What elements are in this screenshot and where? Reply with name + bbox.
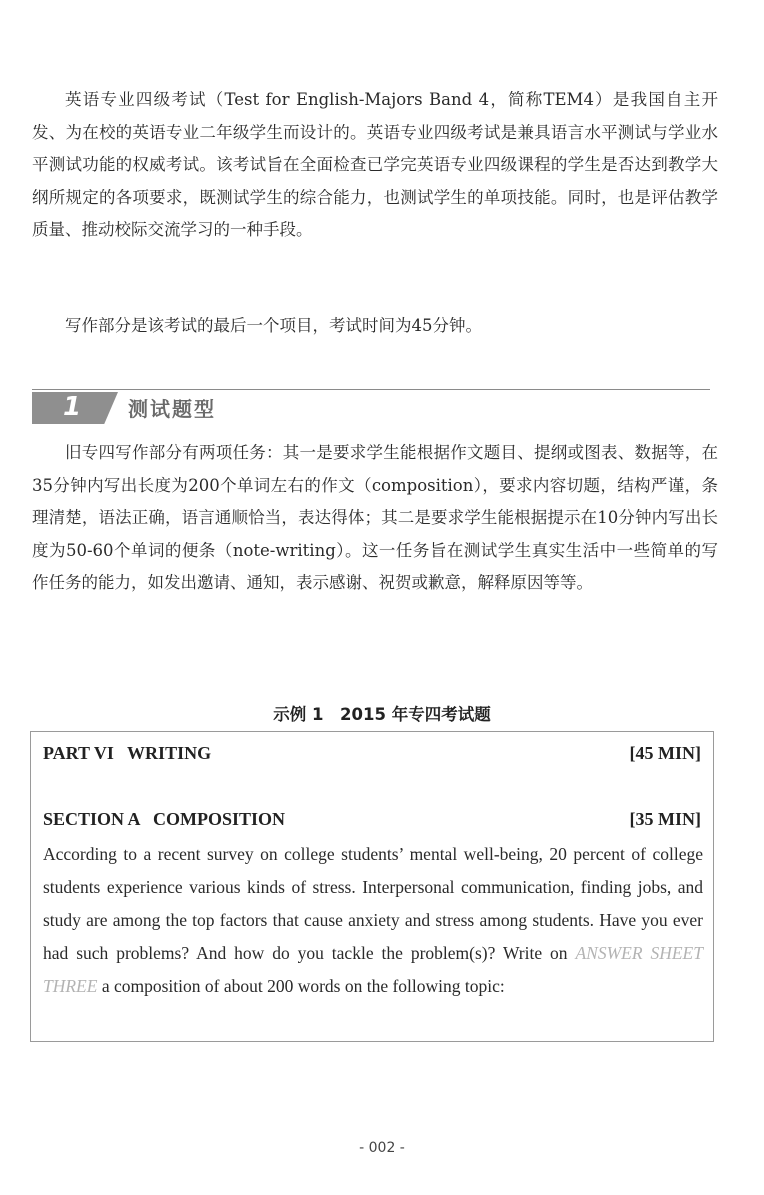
prompt-text-after: a composition of about 200 words on the following topic: — [97, 976, 505, 996]
section-label: SECTION A COMPOSITION — [43, 809, 286, 829]
example-title: 示例 1 2015 年专四考试题 — [273, 705, 491, 724]
section-divider — [32, 389, 710, 390]
page-number: - 002 - — [359, 1140, 405, 1156]
answer-sheet-reference: ANSWER SHEET THREE — [43, 943, 703, 996]
part-time: [45 MIN] — [629, 743, 701, 763]
part-label: PART VI WRITING — [43, 743, 212, 763]
composition-prompt — [43, 838, 703, 1003]
section-title: 测试题型 — [128, 397, 216, 421]
writing-duration-paragraph: 写作部分是该考试的最后一个项目，考试时间为45分钟。 — [65, 316, 482, 335]
section-time: [35 MIN] — [629, 809, 701, 829]
part-header — [43, 740, 701, 766]
old-format-paragraph: 旧专四写作部分有两项任务：其一是要求学生能根据作文题目、提纲或图表、数据等，在35分钟内写出长度为200个单词左右的作文（composition），要求内容切题，结构严谨，条理清楚，语法正确，语言通顺恰当，表达得体；其二是要求学生能根据提示在10分钟内写出长度为50-60个单词的便条（note-writing）。这一任务旨在测试学生真实生活中一些简单的写作任务的能力，如发出邀请、通知，表示感谢、祝贺或歉意，解释原因等等。 — [32, 443, 718, 592]
section-heading — [32, 391, 332, 429]
intro-paragraph: 英语专业四级考试（Test for English-Majors Band 4，简称TEM4）是我国自主开发、为在校的英语专业二年级学生而设计的。英语专业四级考试是兼具语言水平测试与学业水平测试功能的权威考试。该考试旨在全面检查已学完英语专业四级课程的学生是否达到教学大纲所规定的各项要求，既测试学生的综合能力，也测试学生的单项技能。同时，也是评估教学质量、推动校际交流学习的一种手段。 — [32, 90, 718, 239]
prompt-text-before: According to a recent survey on college students’ mental well-being, 20 percent of college students experience various kinds of stress. Interpersonal communication, finding jobs, and study are among the top factors that cause anxiety and stress among students. Have you ever had such problems? And how do you tackle the problem(s)? Write on — [43, 844, 703, 963]
section-number: 1 — [62, 392, 82, 422]
exam-question-box — [30, 731, 714, 1042]
section-header — [43, 806, 701, 832]
